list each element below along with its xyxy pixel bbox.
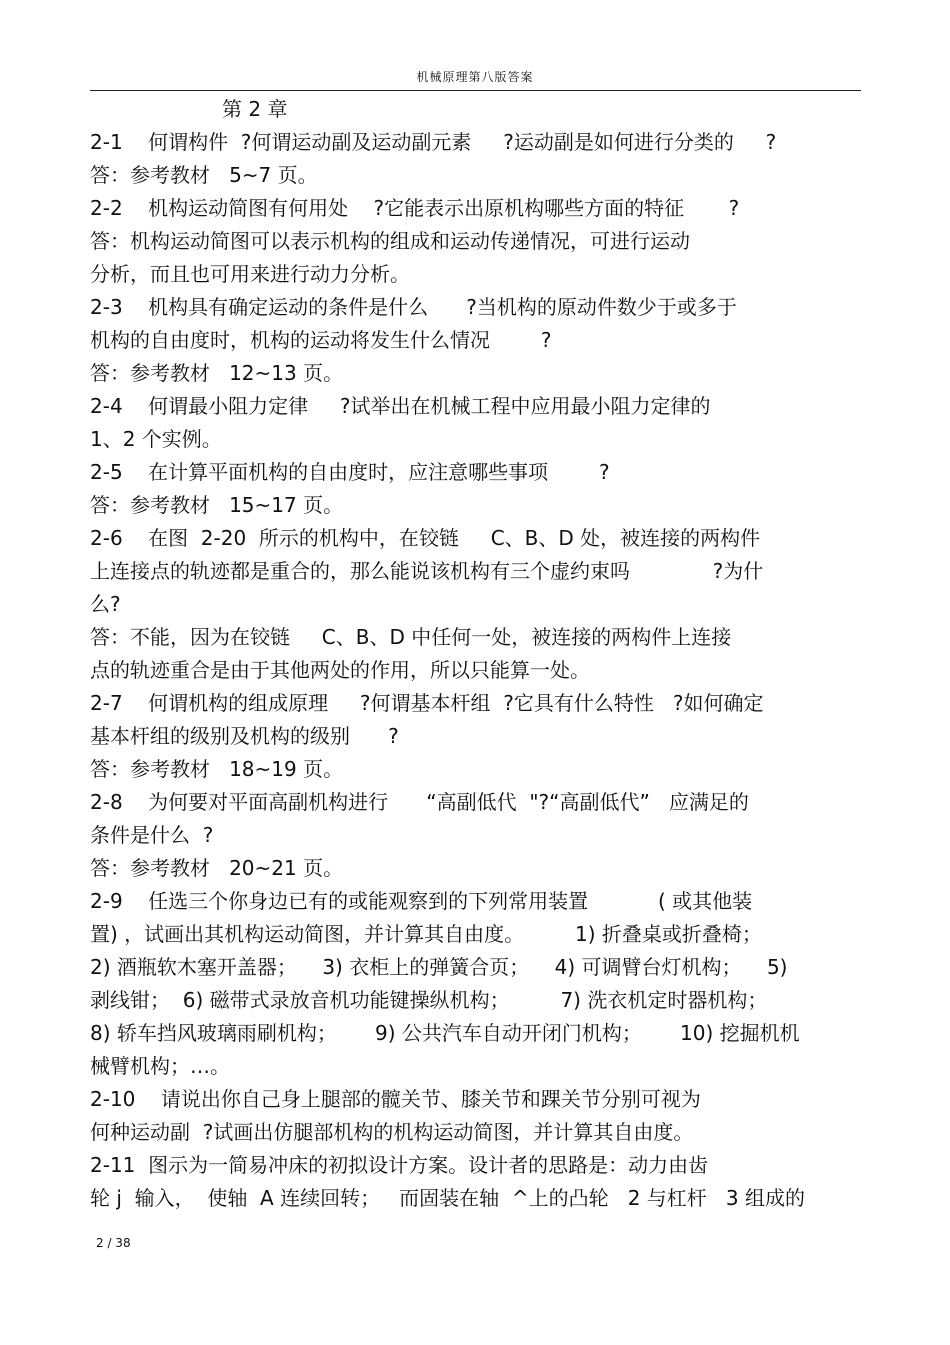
chapter-heading: 第 2 章 — [222, 97, 288, 121]
text-line: 2-5 在计算平面机构的自由度时，应注意哪些事项 ? — [90, 460, 610, 484]
text-line: 上连接点的轨迹都是重合的，那么能说该机构有三个虚约束吗 ?为什 — [90, 559, 764, 583]
text-line: 答：参考教材 20~21 页。 — [90, 856, 344, 880]
text-line: 答：参考教材 12~13 页。 — [90, 361, 344, 385]
text-line: 2-9 任选三个你身边已有的或能观察到的下列常用装置 ( 或其他装 — [90, 889, 753, 913]
text-line: 2-6 在图 2-20 所示的机构中，在铰链 C、B、D 处，被连接的两构件 — [90, 526, 761, 550]
text-line: 机构的自由度时，机构的运动将发生什么情况 ? — [90, 328, 552, 352]
text-line: 条件是什么 ? — [90, 823, 214, 847]
text-line: 2-1 何谓构件 ?何谓运动副及运动副元素 ?运动副是如何进行分类的 ? — [90, 130, 777, 154]
text-line: 2-10 请说出你自己身上腿部的髋关节、膝关节和踝关节分别可视为 — [90, 1087, 701, 1111]
text-line: 械臂机构；…。 — [90, 1054, 230, 1078]
text-line: 2-8 为何要对平面高副机构进行 “高副低代 "?“高副低代” 应满足的 — [90, 790, 749, 814]
text-line: 1、2 个实例。 — [90, 427, 222, 451]
text-line: 2-4 何谓最小阻力定律 ?试举出在机械工程中应用最小阻力定律的 — [90, 394, 711, 418]
text-line: 么? — [90, 592, 121, 616]
text-line: 分析，而且也可用来进行动力分析。 — [90, 262, 410, 286]
text-line: 答：参考教材 18~19 页。 — [90, 757, 344, 781]
text-line: 2-7 何谓机构的组成原理 ?何谓基本杆组 ?它具有什么特性 ?如何确定 — [90, 691, 764, 715]
header-divider — [90, 90, 861, 91]
text-line: 答：参考教材 15~17 页。 — [90, 493, 344, 517]
text-line: 轮 j 输入， 使轴 A 连续回转； 而固装在轴 ^上的凸轮 2 与杠杆 3 组成的 — [90, 1186, 805, 1210]
text-line: 答：参考教材 5~7 页。 — [90, 163, 318, 187]
text-line: 点的轨迹重合是由于其他两处的作用，所以只能算一处。 — [90, 658, 590, 682]
text-line: 2) 酒瓶软木塞开盖器； 3) 衣柜上的弹簧合页； 4) 可调臂台灯机构； 5) — [90, 955, 788, 979]
text-line: 何种运动副 ?试画出仿腿部机构的机构运动简图，并计算其自由度。 — [90, 1120, 694, 1144]
text-line: 剥线钳； 6) 磁带式录放音机功能键操纵机构； 7) 洗衣机定时器机构； — [90, 988, 768, 1012]
text-line: 答：不能，因为在铰链 C、B、D 中任何一处，被连接的两构件上连接 — [90, 625, 732, 649]
document-header-title: 机械原理第八版答案 — [416, 70, 534, 84]
text-line: 2-2 机构运动简图有何用处 ?它能表示出原机构哪些方面的特征 ? — [90, 196, 740, 220]
text-line: 8) 轿车挡风玻璃雨刷机构； 9) 公共汽车自动开闭门机构； 10) 挖掘机机 — [90, 1021, 800, 1045]
text-line: 2-11 图示为一简易冲床的初拟设计方案。设计者的思路是：动力由齿 — [90, 1153, 709, 1177]
page-number: 2 / 38 — [96, 1236, 131, 1250]
document-body — [90, 93, 860, 1215]
text-line: 答：机构运动简图可以表示机构的组成和运动传递情况，可进行运动 — [90, 229, 690, 253]
text-line: 置) ，试画出其机构运动简图，并计算其自由度。 1) 折叠桌或折叠椅； — [90, 922, 762, 946]
text-line: 2-3 机构具有确定运动的条件是什么 ?当机构的原动件数少于或多于 — [90, 295, 737, 319]
text-line: 基本杆组的级别及机构的级别 ? — [90, 724, 399, 748]
